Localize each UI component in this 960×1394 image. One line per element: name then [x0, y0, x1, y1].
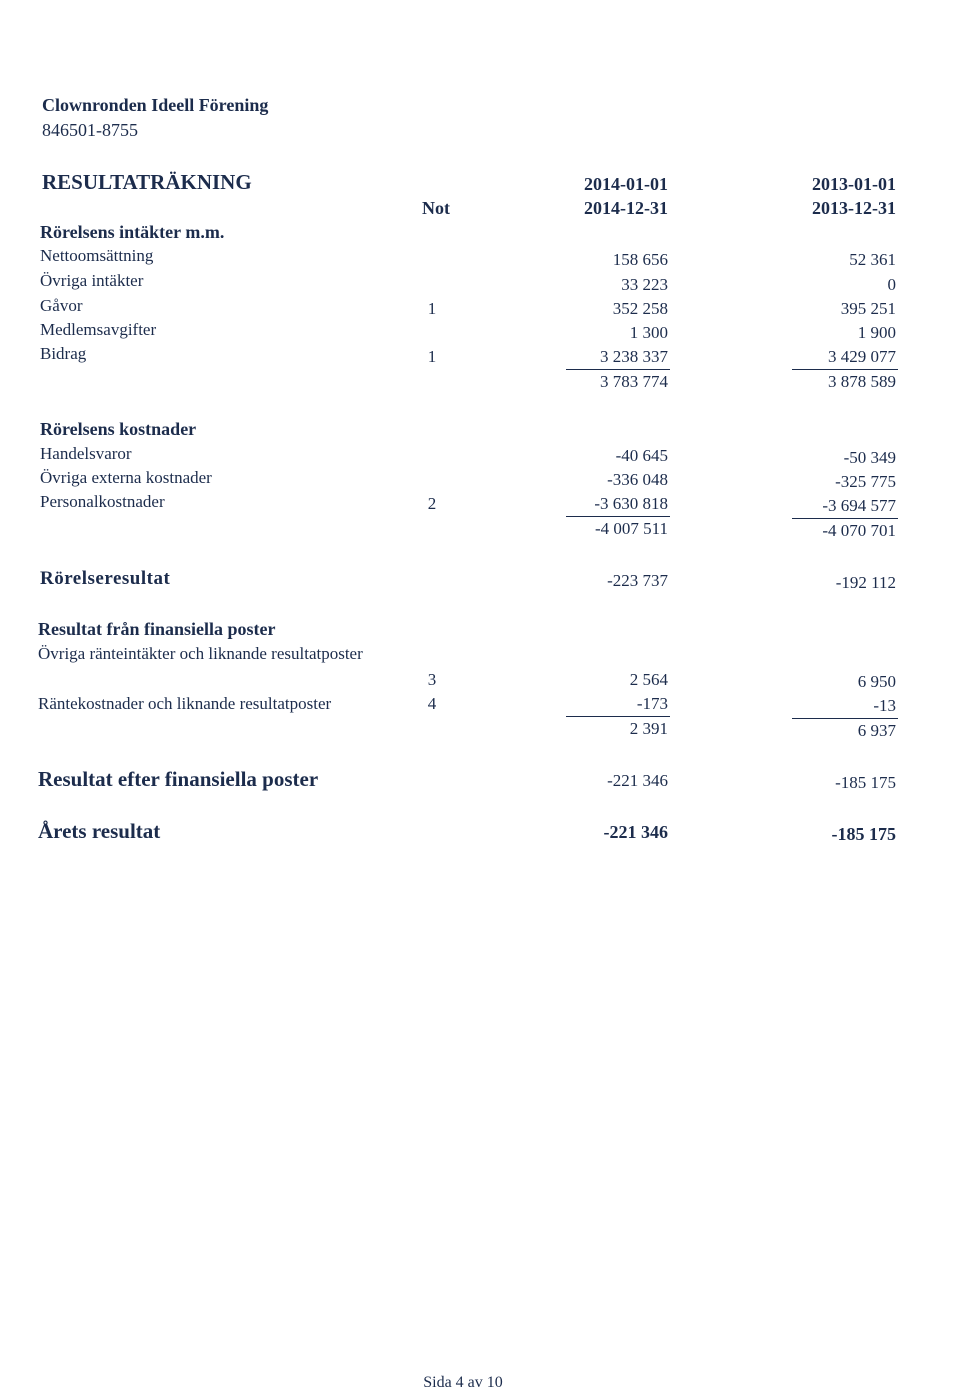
costs-subtotal-rule-2014 [566, 516, 670, 517]
income-row-2014: 1 300 [629, 323, 668, 342]
income-heading: Rörelsens intäkter m.m. [40, 222, 225, 242]
income-row-label: Gåvor [40, 296, 83, 315]
income-row-2013: 0 [887, 275, 896, 294]
period1-start: 2014-01-01 [584, 174, 668, 194]
costs-heading: Rörelsens kostnader [40, 419, 197, 439]
costs-row-2014: -336 048 [607, 470, 668, 489]
financial-row-2014: -173 [636, 694, 668, 713]
financial-row-2013: -13 [873, 696, 896, 715]
income-row-2014: 352 258 [612, 299, 668, 318]
financial-row-2013: 6 950 [857, 672, 896, 691]
income-row-2013: 1 900 [857, 323, 896, 342]
costs-total-2014: -4 007 511 [594, 519, 668, 538]
costs-row-label: Övriga externa kostnader [40, 468, 212, 487]
result-after-financial-2014: -221 346 [607, 771, 668, 790]
income-subtotal-rule-2014 [566, 369, 670, 370]
operating-result-2013: -192 112 [835, 573, 896, 592]
income-row-label: Medlemsavgifter [40, 320, 157, 339]
financial-row-note: 3 [427, 670, 437, 689]
income-row-label: Övriga intäkter [40, 271, 144, 290]
costs-total-2013: -4 070 701 [822, 521, 896, 540]
costs-row-2014: -40 645 [615, 446, 668, 465]
financial-total-2014: 2 391 [629, 719, 668, 738]
income-subtotal-rule-2013 [792, 369, 898, 370]
costs-subtotal-rule-2013 [792, 518, 898, 519]
income-row-2014: 33 223 [621, 275, 668, 294]
income-row-label: Bidrag [40, 344, 87, 363]
year-result-2013: -185 175 [831, 824, 896, 844]
report-title: RESULTATRÄKNING [42, 170, 252, 194]
financial-subtotal-rule-2013 [792, 718, 898, 719]
operating-result-label: Rörelseresultat [40, 568, 171, 589]
income-row-note: 1 [427, 347, 437, 366]
result-after-financial-label: Resultat efter finansiella poster [38, 767, 319, 791]
financial-row-label: Räntekostnader och liknande resultatposter [38, 694, 332, 713]
financial-row-note: 4 [427, 694, 437, 713]
note-column-label: Not [422, 198, 450, 218]
org-number: 846501-8755 [42, 120, 138, 140]
financial-total-2013: 6 937 [857, 721, 896, 740]
org-name: Clownronden Ideell Förening [42, 95, 269, 115]
financial-row-label: Övriga ränteintäkter och liknande resultatposter [38, 644, 363, 663]
costs-row-2013: -3 694 577 [822, 496, 896, 515]
period2-start: 2013-01-01 [812, 174, 896, 194]
operating-result-2014: -223 737 [607, 571, 668, 590]
income-row-2014: 158 656 [612, 250, 668, 269]
costs-row-label: Handelsvaror [40, 444, 132, 463]
financial-heading: Resultat från finansiella poster [38, 619, 276, 639]
period2-end: 2013-12-31 [812, 198, 896, 218]
period1-end: 2014-12-31 [584, 198, 668, 218]
income-total-2013: 3 878 589 [828, 372, 896, 391]
page-number: Sida 4 av 10 [423, 1374, 503, 1391]
income-row-label: Nettoomsättning [40, 246, 154, 265]
income-row-2013: 52 361 [849, 250, 896, 269]
financial-row-2014: 2 564 [629, 670, 668, 689]
costs-row-2014: -3 630 818 [594, 494, 668, 513]
costs-row-note: 2 [427, 494, 437, 513]
costs-row-2013: -50 349 [843, 448, 896, 467]
year-result-label: Årets resultat [38, 819, 161, 843]
costs-row-label: Personalkostnader [40, 492, 165, 511]
income-total-2014: 3 783 774 [600, 372, 668, 391]
year-result-2014: -221 346 [603, 822, 668, 842]
result-after-financial-2013: -185 175 [835, 773, 896, 792]
income-row-2014: 3 238 337 [600, 347, 668, 366]
costs-row-2013: -325 775 [835, 472, 896, 491]
income-row-2013: 395 251 [840, 299, 896, 318]
income-row-note: 1 [427, 299, 437, 318]
financial-subtotal-rule-2014 [566, 716, 670, 717]
income-row-2013: 3 429 077 [828, 347, 896, 366]
